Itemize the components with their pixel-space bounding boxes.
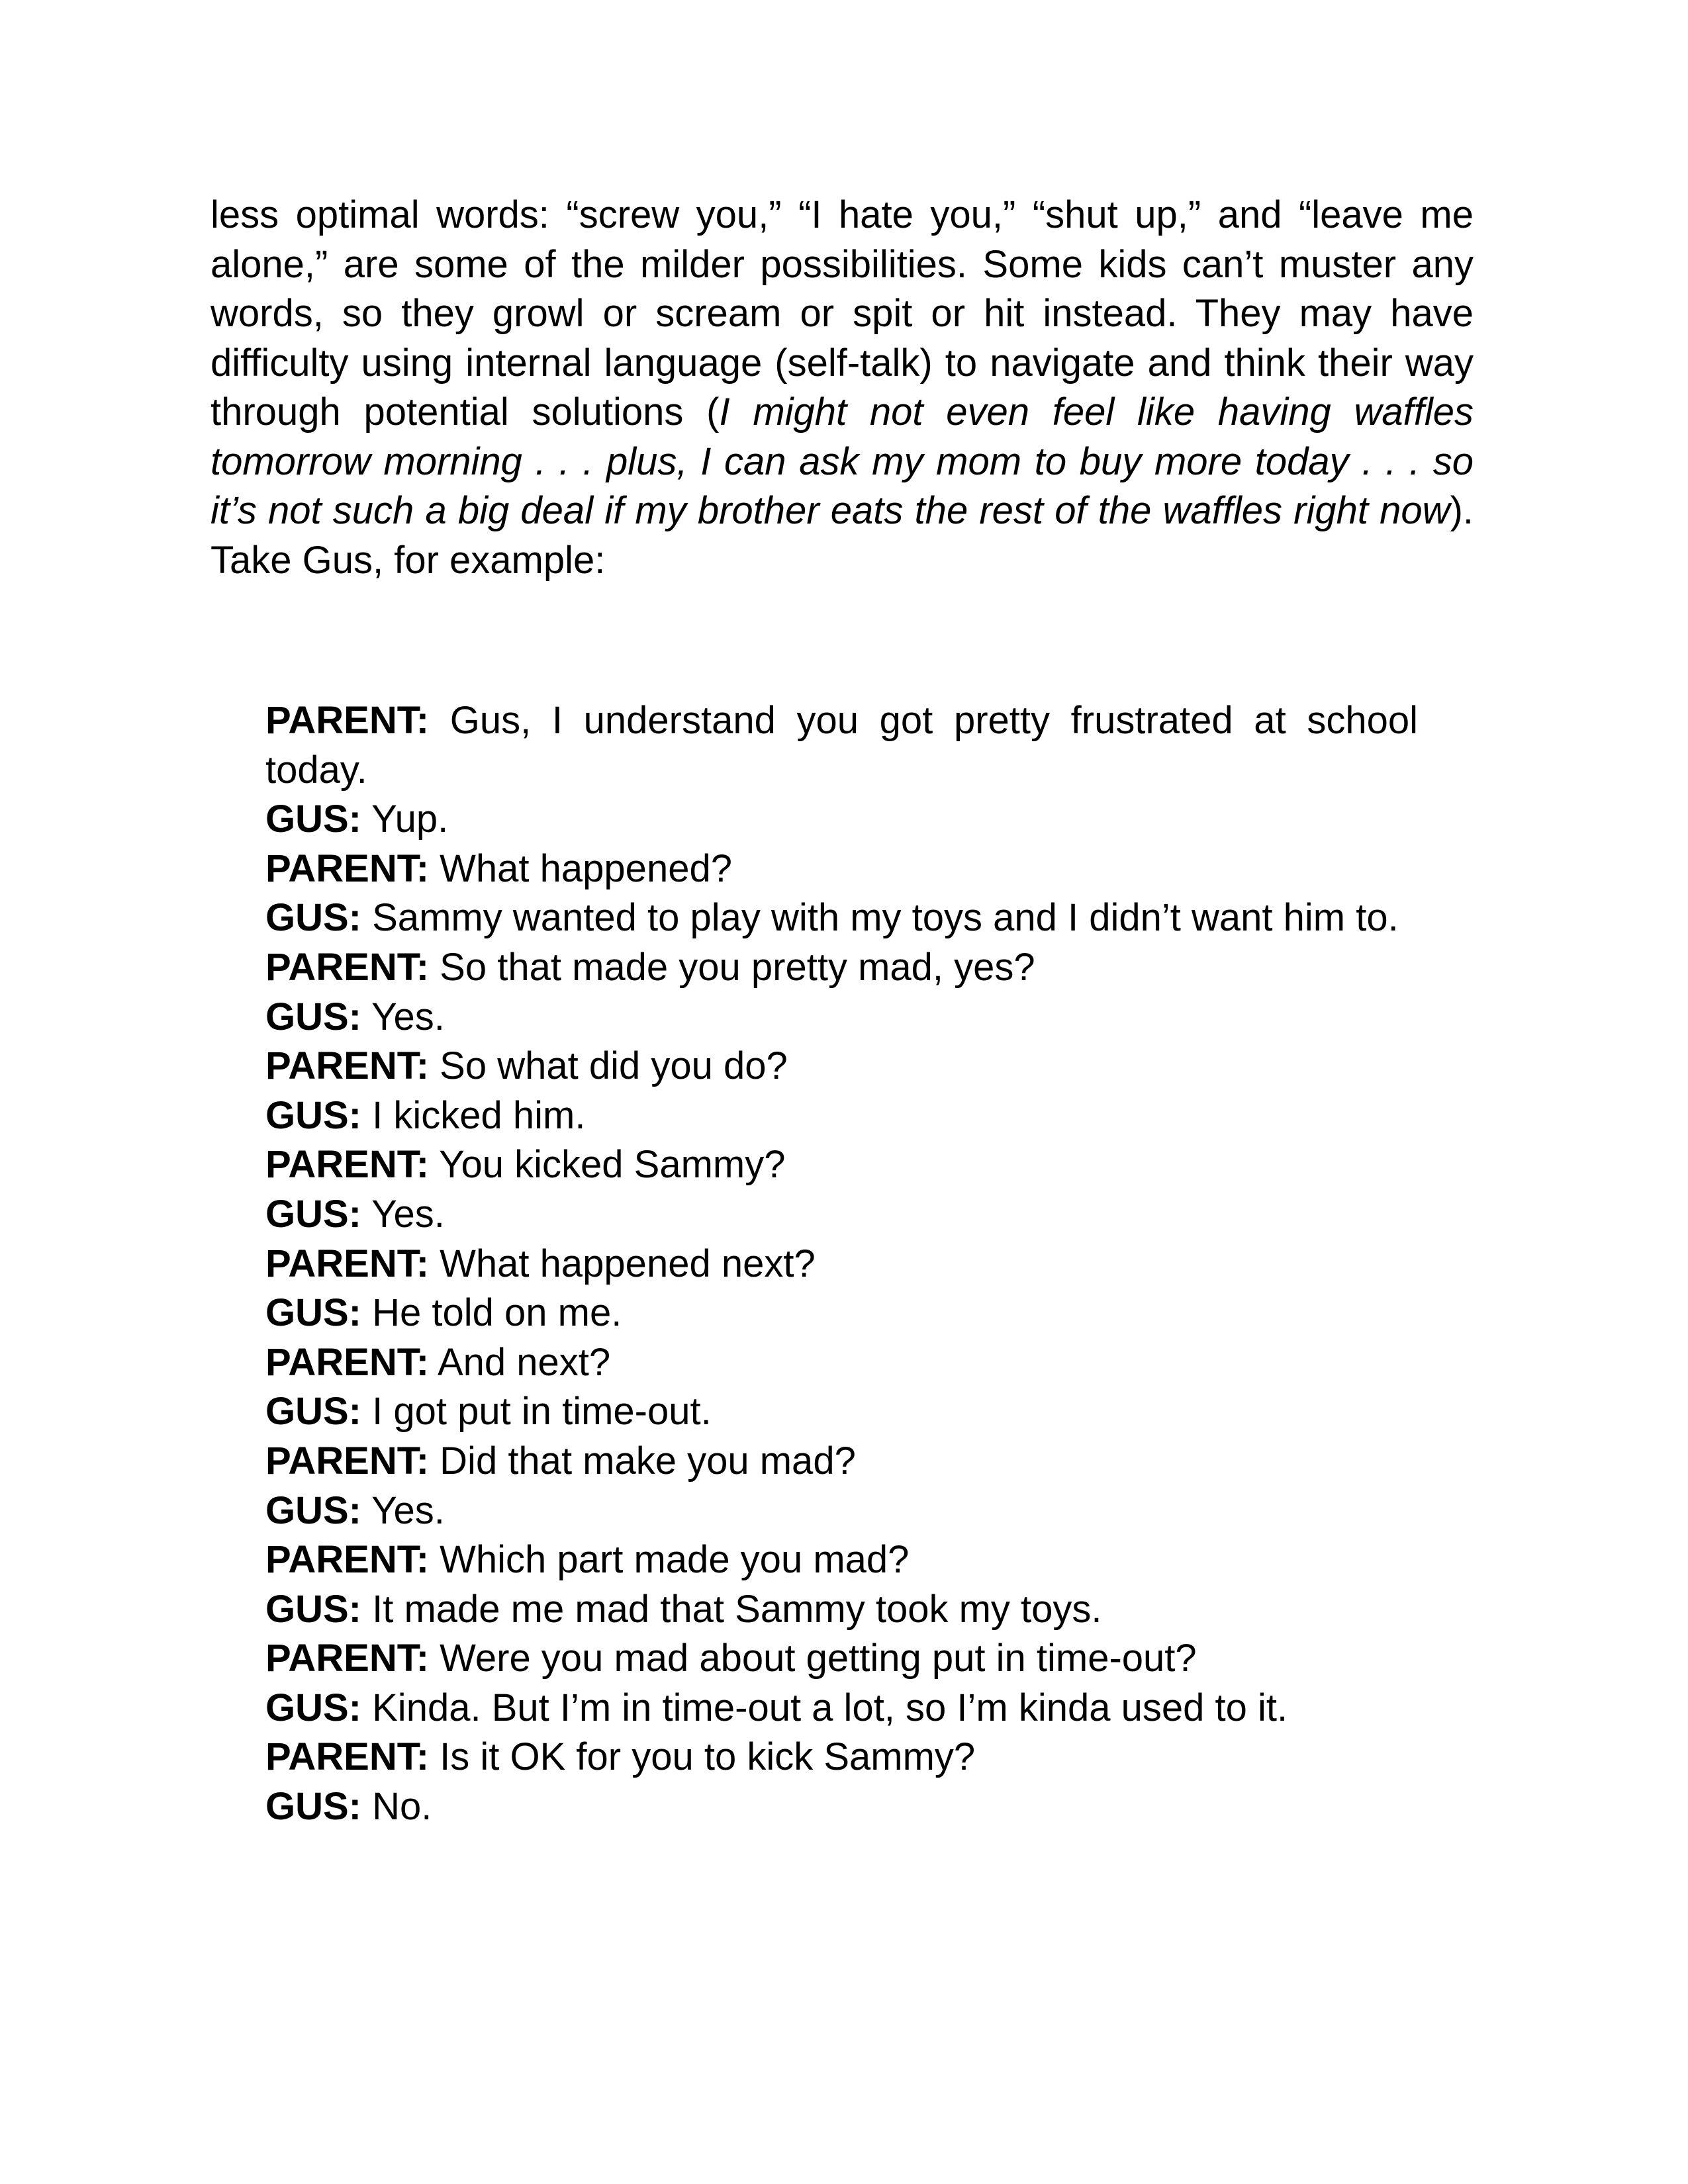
dialogue-line bbox=[265, 943, 1418, 993]
intro-paragraph bbox=[211, 191, 1474, 585]
dialogue-transcript bbox=[265, 696, 1418, 1832]
dialogue-text: No. bbox=[372, 1785, 432, 1829]
dialogue-line bbox=[265, 1387, 1418, 1437]
speaker-label: GUS: bbox=[265, 1587, 361, 1631]
dialogue-text: Yes. bbox=[371, 1192, 445, 1236]
dialogue-line bbox=[265, 1535, 1418, 1585]
dialogue-line bbox=[265, 1338, 1418, 1388]
dialogue-line bbox=[265, 1486, 1418, 1536]
dialogue-text: Kinda. But I’m in time-out a lot, so I’m kinda used to it. bbox=[372, 1686, 1288, 1729]
speaker-label: GUS: bbox=[265, 1785, 361, 1829]
dialogue-line bbox=[265, 696, 1418, 795]
dialogue-text: Gus, I understand you got pretty frustrated at school today. bbox=[265, 699, 1418, 792]
speaker-label: PARENT: bbox=[265, 1538, 430, 1582]
dialogue-line bbox=[265, 1140, 1418, 1190]
dialogue-text: Is it OK for you to kick Sammy? bbox=[440, 1735, 976, 1779]
dialogue-text: Did that make you mad? bbox=[440, 1439, 856, 1482]
dialogue-text: What happened next? bbox=[440, 1242, 816, 1285]
dialogue-line bbox=[265, 1240, 1418, 1289]
dialogue-text: I got put in time-out. bbox=[372, 1390, 712, 1433]
dialogue-text: And next? bbox=[437, 1340, 611, 1384]
dialogue-text: It made me mad that Sammy took my toys. bbox=[372, 1587, 1102, 1631]
dialogue-line bbox=[265, 795, 1418, 844]
intro-text-start: less optimal words: “screw you,” “I hate you,” “shut up,” and “leave me alone,” are some of the milder possibilities. Some kids can’t muster any words, so they growl or scream or spit or hit instead. They may have difficulty using internal language (self-talk) to navigate and think their way through potential solutions ( bbox=[211, 193, 1474, 433]
dialogue-text: Were you mad about getting put in time-out? bbox=[440, 1637, 1197, 1680]
dialogue-line bbox=[265, 1190, 1418, 1240]
dialogue-line bbox=[265, 1289, 1418, 1338]
dialogue-line bbox=[265, 1684, 1418, 1733]
dialogue-text: Yes. bbox=[371, 995, 445, 1038]
dialogue-line bbox=[265, 1634, 1418, 1684]
speaker-label: GUS: bbox=[265, 1093, 361, 1137]
dialogue-text: What happened? bbox=[440, 846, 732, 890]
dialogue-line bbox=[265, 1733, 1418, 1782]
speaker-label: GUS: bbox=[265, 896, 361, 940]
dialogue-line bbox=[265, 1437, 1418, 1486]
dialogue-text: He told on me. bbox=[372, 1291, 622, 1335]
speaker-label: GUS: bbox=[265, 1390, 361, 1433]
speaker-label: PARENT: bbox=[265, 945, 430, 989]
dialogue-text: Yes. bbox=[371, 1488, 445, 1532]
speaker-label: PARENT: bbox=[265, 846, 430, 890]
speaker-label: PARENT: bbox=[265, 1439, 430, 1482]
speaker-label: PARENT: bbox=[265, 1340, 430, 1384]
dialogue-text: Which part made you mad? bbox=[440, 1538, 910, 1582]
dialogue-line bbox=[265, 893, 1418, 943]
intro-text-end: ). Take Gus, for example: bbox=[211, 489, 1474, 582]
dialogue-line bbox=[265, 1091, 1418, 1141]
speaker-label: PARENT: bbox=[265, 1044, 430, 1088]
speaker-label: PARENT: bbox=[265, 699, 430, 742]
speaker-label: GUS: bbox=[265, 995, 361, 1038]
speaker-label: GUS: bbox=[265, 1686, 361, 1729]
dialogue-line bbox=[265, 1585, 1418, 1635]
dialogue-text: So what did you do? bbox=[440, 1044, 788, 1088]
dialogue-line bbox=[265, 1782, 1418, 1832]
dialogue-line bbox=[265, 993, 1418, 1042]
dialogue-text: You kicked Sammy? bbox=[439, 1143, 786, 1187]
speaker-label: PARENT: bbox=[265, 1242, 430, 1285]
speaker-label: GUS: bbox=[265, 1291, 361, 1335]
speaker-label: PARENT: bbox=[265, 1735, 430, 1779]
dialogue-line bbox=[265, 1042, 1418, 1091]
speaker-label: PARENT: bbox=[265, 1143, 430, 1187]
intro-self-talk-italic: I might not even feel like having waffles tomorrow morning . . . plus, I can ask my mom to buy more today . . . so it’s not such a big deal if my brother eats the rest of the waffles right now bbox=[211, 390, 1474, 532]
speaker-label: GUS: bbox=[265, 1488, 361, 1532]
dialogue-text: I kicked him. bbox=[372, 1093, 586, 1137]
dialogue-text: Yup. bbox=[371, 797, 449, 841]
dialogue-text: So that made you pretty mad, yes? bbox=[440, 945, 1035, 989]
dialogue-text: Sammy wanted to play with my toys and I didn’t want him to. bbox=[372, 896, 1399, 940]
speaker-label: PARENT: bbox=[265, 1637, 430, 1680]
dialogue-line bbox=[265, 844, 1418, 894]
speaker-label: GUS: bbox=[265, 1192, 361, 1236]
speaker-label: GUS: bbox=[265, 797, 361, 841]
